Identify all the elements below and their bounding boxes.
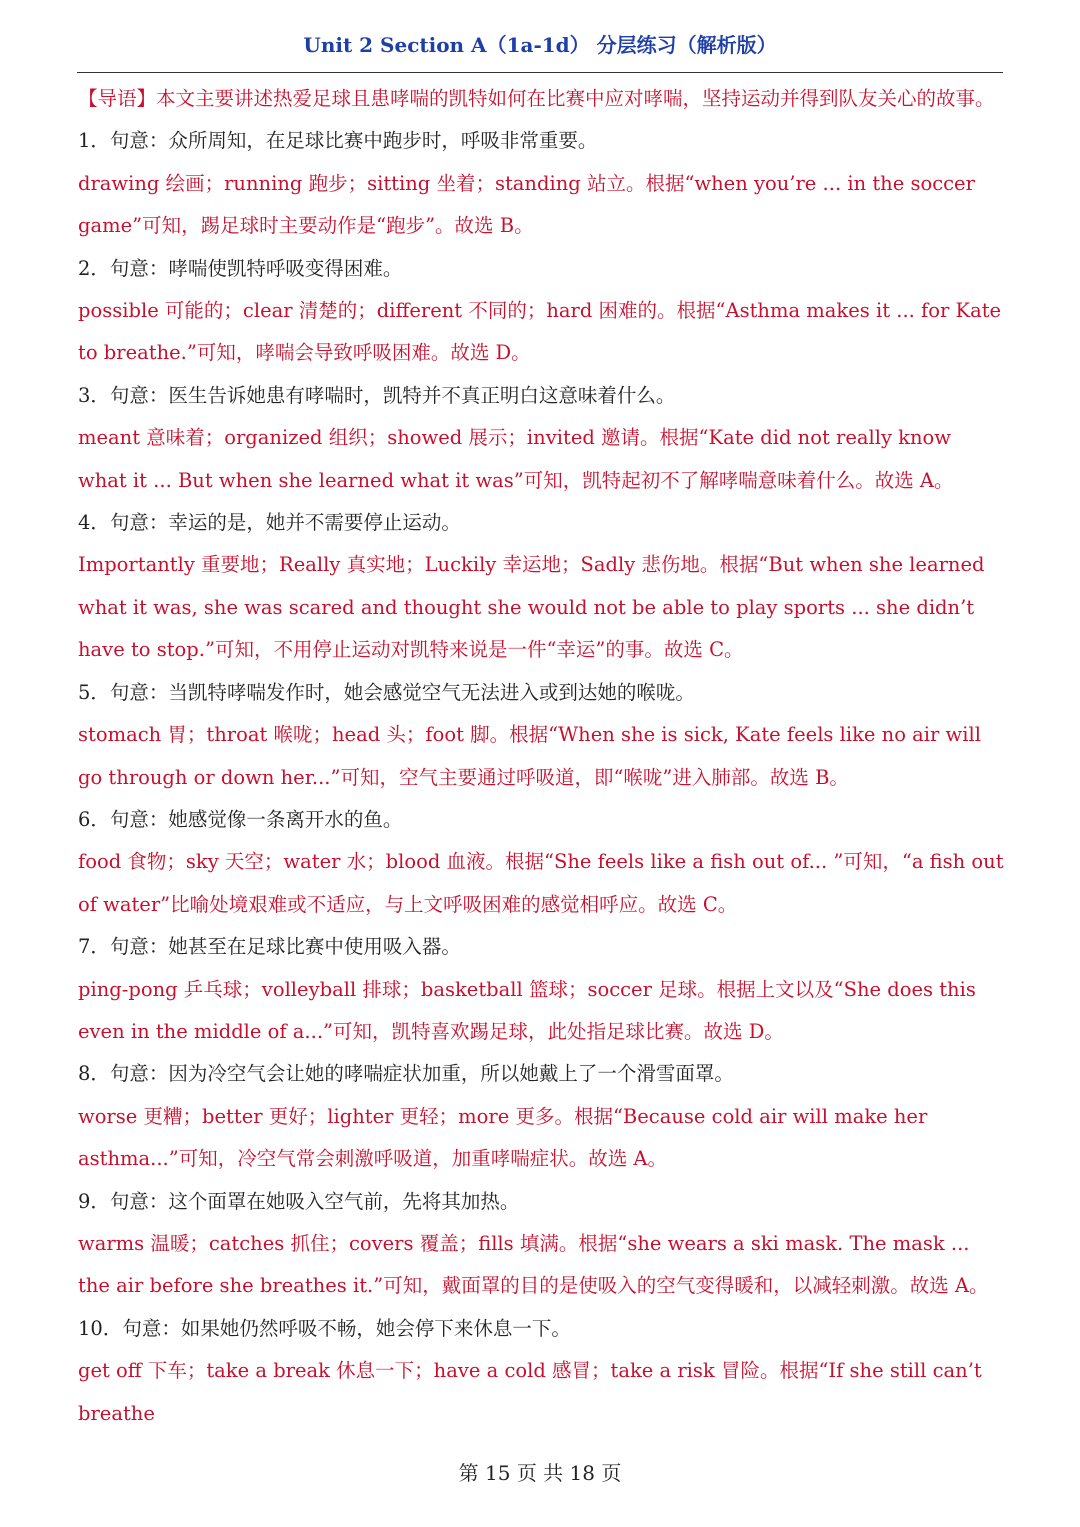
analysis-8: worse 更糟；better 更好；lighter 更轻；more 更多。根据“Because cold air will make her asthma...”可知，冷空气常会刺激呼吸道，加重哮喘症状。故选 A。 [78, 1104, 928, 1171]
question-3: 3．句意：医生告诉她患有哮喘时，凯特并不真正明白这意味着什么。 [78, 383, 676, 407]
question-7: 7．句意：她甚至在足球比赛中使用吸入器。 [78, 935, 461, 959]
analysis-2: possible 可能的；clear 清楚的；different 不同的；hard 困难的。根据“Asthma makes it ... for Kate to breathe.”可知，哮喘会导致呼吸困难。故选 D。 [78, 299, 1002, 365]
question-6: 6．句意：她感觉像一条离开水的鱼。 [78, 807, 403, 831]
intro-paragraph: 【导语】本文主要讲述热爱足球且患哮喘的凯特如何在比赛中应对哮喘，坚持运动并得到队友关心的故事。 [78, 87, 995, 110]
analysis-7: ping-pong 乒乓球；volleyball 排球；basketball 篮球；soccer 足球。根据上文以及“She does this even in the middle of a...”可知，凯特喜欢踢足球，此处指足球比赛。故选 D。 [78, 977, 976, 1043]
analysis-1: drawing 绘画；running 跑步；sitting 坐着；standing 站立。根据“when you’re ... in the soccer game”可知，踢足球时主要动作是“跑步”。故选 B。 [78, 171, 975, 238]
analysis-3: meant 意味着；organized 组织；showed 展示；invited 邀请。根据“Kate did not really know what it ... But when she learned what it was”可知，凯特起初不了解哮喘意味着什么。故选 A。 [78, 426, 954, 492]
document-body [78, 78, 1004, 1435]
question-2: 2．句意：哮喘使凯特呼吸变得困难。 [78, 256, 403, 280]
page-footer [0, 1458, 1080, 1488]
analysis-4: Importantly 重要地；Really 真实地；Luckily 幸运地；Sadly 悲伤地。根据“But when she learned what it was, she was scared and thought she would not be able to play sports ... she didn’t have to stop.”可知，不用停止运动对凯特来说是一件“幸运”的事。故选 C。 [78, 553, 985, 662]
analysis-9: warms 温暖；catches 抓住；covers 覆盖；fills 填满。根据“she wears a ski mask. The mask ... the air before she breathes it.”可知，戴面罩的目的是使吸入的空气变得暖和，以减轻刺激。故选 A。 [78, 1231, 989, 1298]
question-9: 9．句意：这个面罩在她吸入空气前，先将其加热。 [78, 1189, 520, 1213]
header-divider [77, 72, 1003, 73]
question-5: 5．句意：当凯特哮喘发作时，她会感觉空气无法进入或到达她的喉咙。 [78, 680, 695, 704]
question-1: 1．句意：众所周知，在足球比赛中跑步时，呼吸非常重要。 [78, 129, 598, 153]
analysis-10: get off 下车；take a break 休息一下；have a cold 感冒；take a risk 冒险。根据“If she still can’t breathe [78, 1359, 982, 1425]
document-header [0, 30, 1080, 60]
header-title: Unit 2 Section A（1a-1d） 分层练习（解析版） [303, 33, 777, 57]
question-10: 10．句意：如果她仍然呼吸不畅，她会停下来休息一下。 [78, 1316, 571, 1340]
question-8: 8．句意：因为冷空气会让她的哮喘症状加重，所以她戴上了一个滑雪面罩。 [78, 1062, 734, 1086]
page-number: 第 15 页 共 18 页 [458, 1461, 622, 1485]
question-4: 4．句意：幸运的是，她并不需要停止运动。 [78, 511, 461, 535]
analysis-6: food 食物；sky 天空；water 水；blood 血液。根据“She feels like a fish out of... ”可知，“a fish out of water”比喻处境艰难或不适应，与上文呼吸困难的感觉相呼应。故选 C。 [78, 850, 1004, 916]
analysis-5: stomach 胃；throat 喉咙；head 头；foot 脚。根据“When she is sick, Kate feels like no air will go through or down her...”可知，空气主要通过呼吸道，即“喉咙”进入肺部。故选 B。 [78, 723, 981, 789]
